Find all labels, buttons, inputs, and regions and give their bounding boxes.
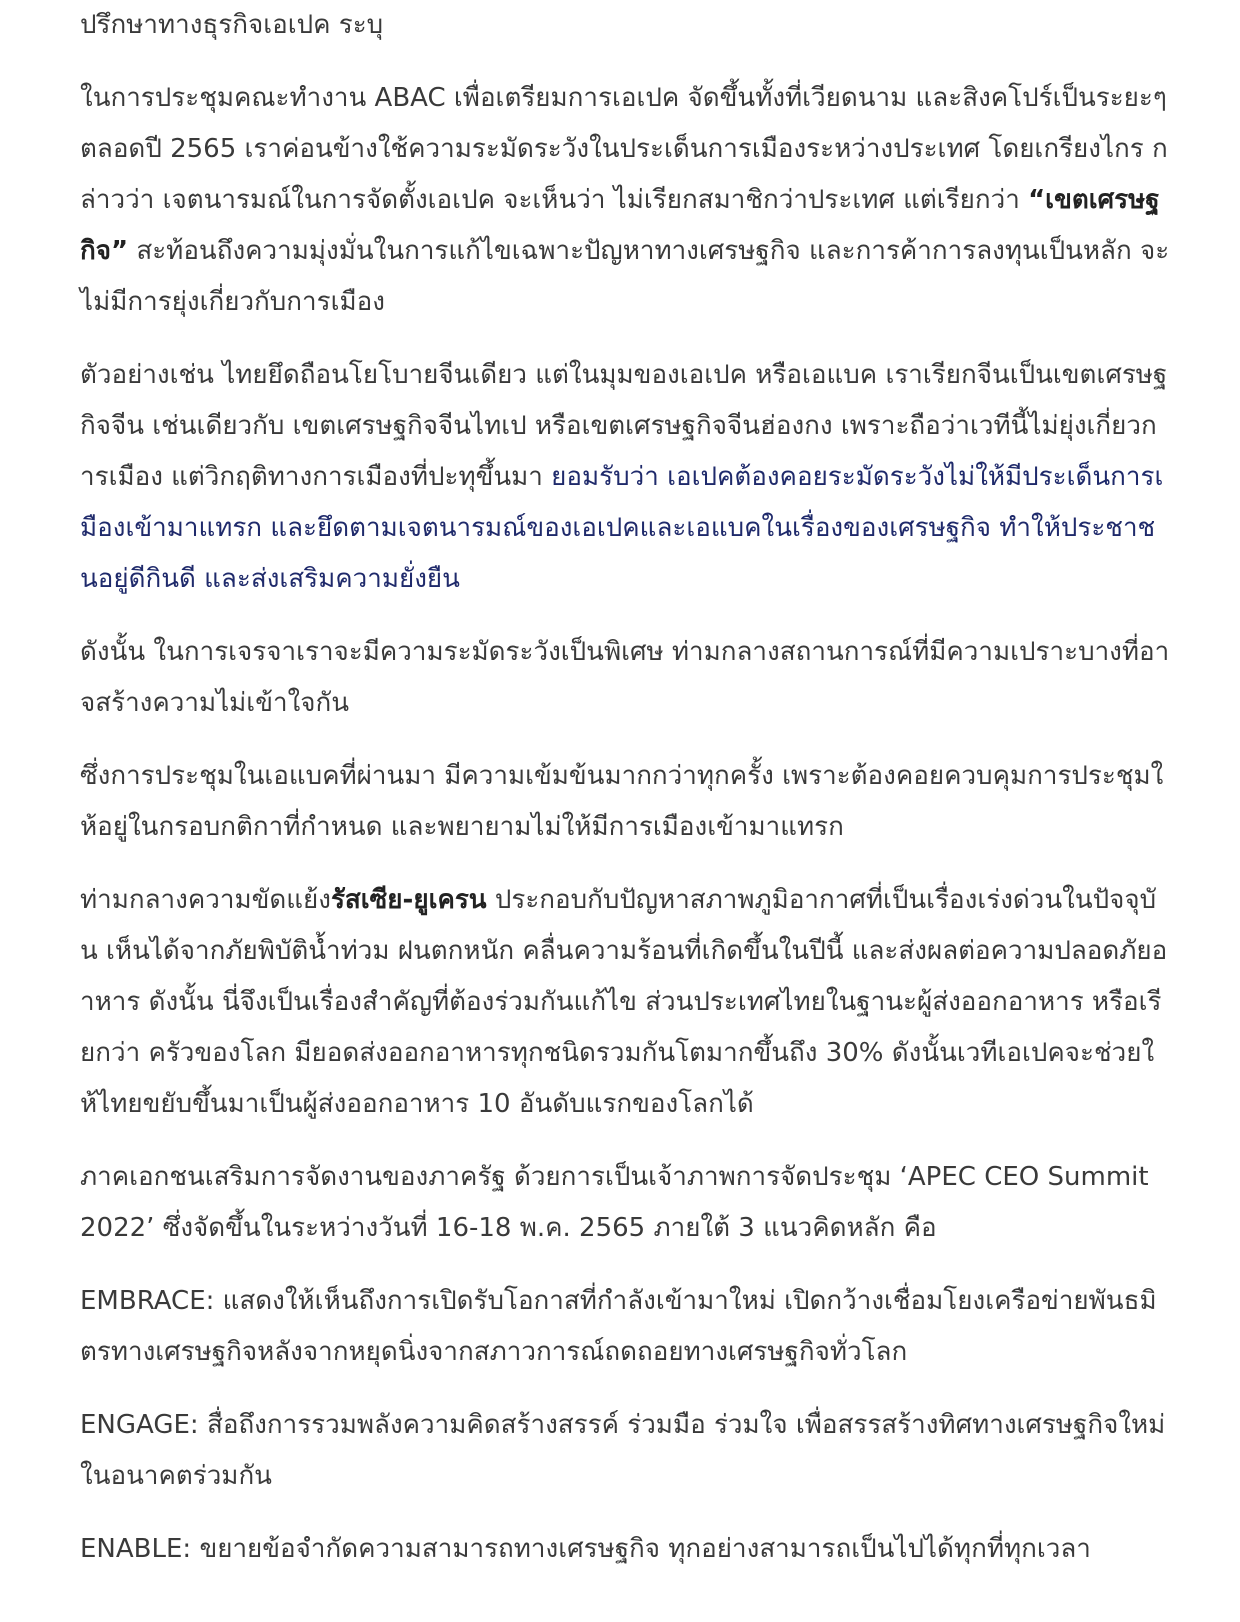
russia-ukraine-bold: รัสเซีย-ยูเครน <box>330 885 487 915</box>
paragraph-conflict-text-start: ท่ามกลางความขัดแย้ง <box>80 885 331 915</box>
paragraph-apec-ceo-summit: ภาคเอกชนเสริมการจัดงานของภาครัฐ ด้วยการเป็นเจ้าภาพการจัดประชุม ‘APEC CEO Summit 2022’ ซึ่งจัดขึ้นในระหว่างวันที่ 16-18 พ.ค. 2565 ภายใต้ 3 แนวคิดหลัก คือ <box>80 1162 1149 1243</box>
paragraph-abac-meetings <box>80 73 1170 328</box>
paragraph-abac-intensity: ซึ่งการประชุมในเอแบคที่ผ่านมา มีความเข้มข้นมากกว่าทุกครั้ง เพราะต้องคอยควบคุมการประชุมให้อยู่ในกรอบกติกาที่กำหนด และพยายามไม่ให้มีการเมืองเข้ามาแทรก <box>80 761 1164 842</box>
paragraph-conflict-text-end: ประกอบกับปัญหาสภาพภูมิอากาศที่เป็นเรื่องเร่งด่วนในปัจจุบัน เห็นได้จากภัยพิบัติน้ำท่วม ฝนตกหนัก คลื่นความร้อนที่เกิดขึ้นในปีนี้ และส่งผลต่อความปลอดภัยอาหาร ดังนั้น นี่จึงเป็นเรื่องสำคัญที่ต้องร่วมกันแก้ไข ส่วนประเทศไทยในฐานะผู้ส่งออกอาหาร หรือเรียกว่า ครัวของโลก มียอดส่งออกอาหารทุกชนิดรวมกันโตมากขึ้นถึง 30% ดังนั้นเวทีเอเปคจะช่วยให้ไทยขยับขึ้นมาเป็นผู้ส่งออกอาหาร 10 อันดับแรกของโลกได้ <box>80 885 1168 1119</box>
paragraph-enable: ENABLE: ขยายข้อจำกัดความสามารถทางเศรษฐกิจ ทุกอย่างสามารถเป็นไปได้ทุกที่ทุกเวลา <box>80 1534 1091 1564</box>
paragraph-russia-ukraine-food <box>80 875 1170 1130</box>
economic-zone-bold: “เขตเศรษฐกิจ” <box>80 185 1160 266</box>
article-body <box>80 0 1170 1575</box>
paragraph-one-china-example <box>80 350 1170 605</box>
paragraph-engage: ENGAGE: สื่อถึงการรวมพลังความคิดสร้างสรรค์ ร่วมมือ ร่วมใจ เพื่อสรรสร้างทิศทางเศรษฐกิจใหม่ในอนาคตร่วมกัน <box>80 1410 1166 1491</box>
paragraph-embrace: EMBRACE: แสดงให้เห็นถึงการเปิดรับโอกาสที่กำลังเข้ามาใหม่ เปิดกว้างเชื่อมโยงเครือข่ายพันธมิตรทางเศรษฐกิจหลังจากหยุดนิ่งจากสภาวการณ์ถดถอยทางเศรษฐกิจทั่วโลก <box>80 1286 1157 1367</box>
paragraph-abac-text-start: ในการประชุมคณะทำงาน ABAC เพื่อเตรียมการเอเปค จัดขึ้นทั้งที่เวียดนาม และสิงคโปร์เป็นระยะๆ ตลอดปี 2565 เราค่อนข้างใช้ความระมัดระวังในประเด็นการเมืองระหว่างประเทศ โดยเกรียงไกร กล่าวว่า เจตนารมณ์ในการจัดตั้งเอเปค จะเห็นว่า ไม่เรียกสมาชิกว่าประเทศ แต่เรียกว่า <box>80 83 1168 215</box>
paragraph-negotiation-caution: ดังนั้น ในการเจรจาเราจะมีความระมัดระวังเป็นพิเศษ ท่ามกลางสถานการณ์ที่มีความเปราะบางที่อาจสร้างความไม่เข้าใจกัน <box>80 637 1170 718</box>
paragraph-abac-text-end: สะท้อนถึงความมุ่งมั่นในการแก้ไขเฉพาะปัญหาทางเศรษฐกิจ และการค้าการลงทุนเป็นหลัก จะไม่มีการยุ่งเกี่ยวกับการเมือง <box>80 236 1170 317</box>
paragraph-intro-fragment: ปรึกษาทางธุรกิจเอเปค ระบุ <box>80 10 384 40</box>
highlighted-quote: ยอมรับว่า เอเปคต้องคอยระมัดระวังไม่ให้มีประเด็นการเมืองเข้ามาแทรก และยึดตามเจตนารมณ์ของเอเปคและเอแบคในเรื่องของเศรษฐกิจ ทำให้ประชาชนอยู่ดีกินดี และส่งเสริมความยั่งยืน <box>80 462 1164 594</box>
paragraph-example-text: ตัวอย่างเช่น ไทยยึดถือนโยโบายจีนเดียว แต่ในมุมของเอเปค หรือเอแบค เราเรียกจีนเป็นเขตเศรษฐกิจจีน เช่นเดียวกับ เขตเศรษฐกิจจีนไทเป หรือเขตเศรษฐกิจจีนฮ่องกง เพราะถือว่าเวทีนี้ไม่ยุ่งเกี่ยวการเมือง แต่วิกฤติทางการเมืองที่ปะทุขึ้นมา <box>80 360 1168 492</box>
